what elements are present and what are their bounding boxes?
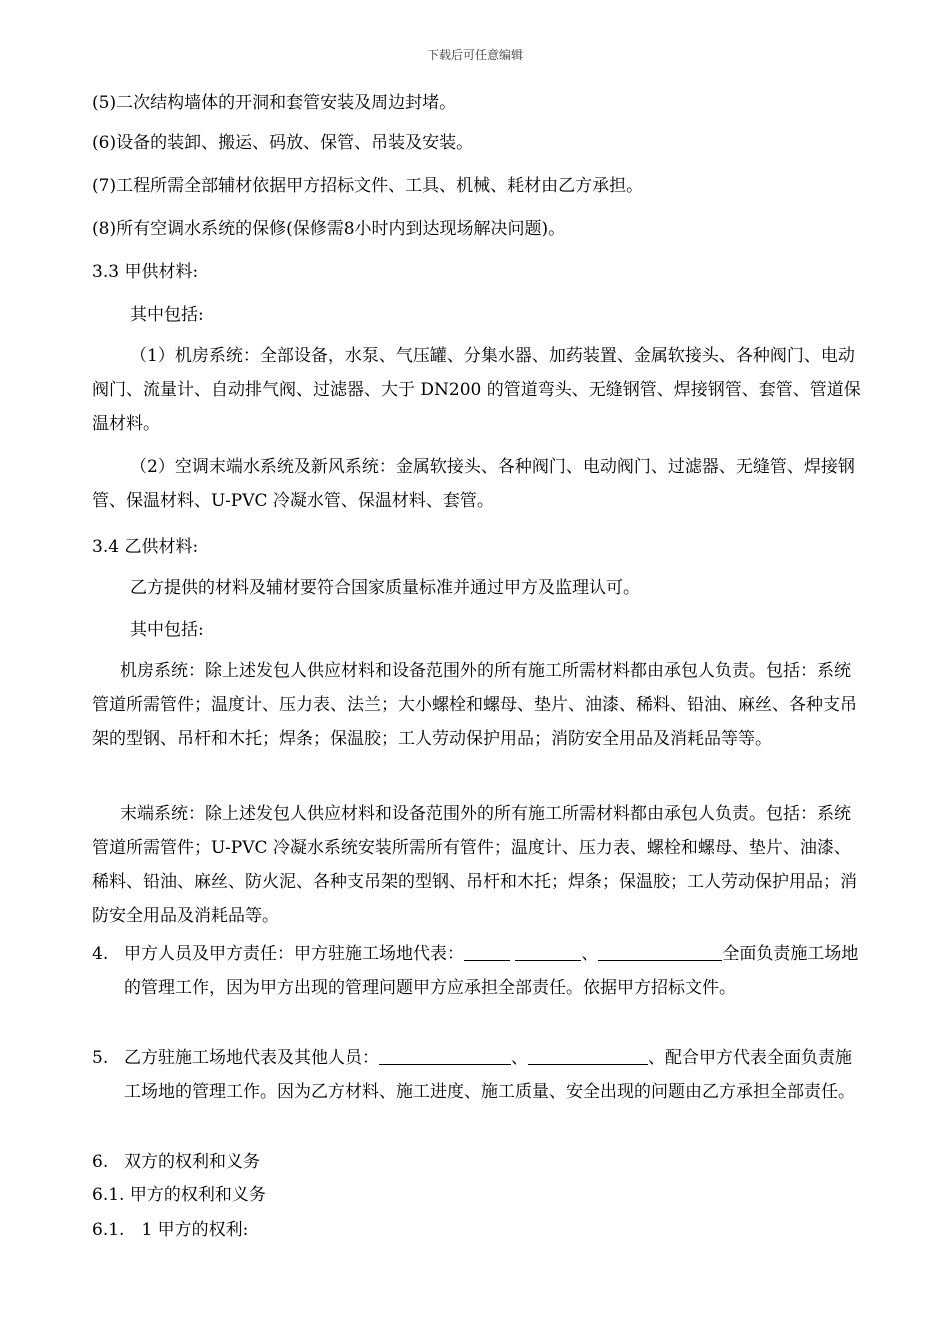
clause-4-text-a: 甲方人员及甲方责任：甲方驻施工场地代表： — [124, 944, 464, 964]
clause-5-separator: 、 — [511, 1048, 528, 1068]
clause-5-number: 5. — [92, 1048, 109, 1068]
blank-line — [379, 1046, 511, 1065]
section-3-3-terminal: （2）空调末端水系统及新风系统：金属软接头、各种阀门、电动阀门、过滤器、无缝管、焊接钢管、保温材料、U-PVC 冷凝水管、保温材料、套管。 — [92, 457, 855, 511]
blank-line — [598, 942, 722, 961]
item-5: (5)二次结构墙体的开洞和套管安装及周边封堵。 — [92, 93, 457, 113]
clause-5-text-b: 、配合甲方代表全面负责施工场地的管理工作。因为乙方材料、施工进度、施工质量、安全出现的问题由乙方承担全部责任。 — [124, 1048, 855, 1102]
clause-6 — [92, 1145, 862, 1179]
section-3-4-include: 其中包括: — [130, 620, 204, 640]
clause-4 — [92, 937, 862, 1005]
clause-4-number: 4. — [92, 944, 109, 964]
blank-line — [515, 942, 581, 961]
section-3-4-note: 乙方提供的材料及辅材要符合国家质量标准并通过甲方及监理认可。 — [130, 578, 640, 598]
clause-6-1: 6.1. 甲方的权利和义务 — [92, 1185, 266, 1205]
section-3-4-machine-room: 机房系统：除上述发包人供应材料和设备范围外的所有施工所需材料都由承包人负责。包括：系统管道所需管件；温度计、压力表、法兰；大小螺栓和螺母、垫片、油漆、稀料、铅油、麻丝、各种支吊架的型钢、吊杆和木托；焊条；保温胶；工人劳动保护用品；消防安全用品及消耗品等等。 — [92, 661, 857, 749]
clause-5 — [92, 1041, 862, 1109]
blank-line — [528, 1046, 648, 1065]
section-3-3-include: 其中包括: — [130, 305, 204, 325]
item-8: (8)所有空调水系统的保修(保修需8小时内到达现场解决问题)。 — [92, 219, 566, 239]
section-3-3-heading: 3.3 甲供材料: — [92, 262, 199, 282]
clause-6-number: 6. — [92, 1152, 109, 1172]
blank-line — [464, 942, 510, 961]
clause-4-separator: 、 — [581, 944, 599, 964]
item-7: (7)工程所需全部辅材依据甲方招标文件、工具、机械、耗材由乙方承担。 — [92, 176, 644, 196]
section-3-4-terminal: 末端系统：除上述发包人供应材料和设备范围外的所有施工所需材料都由承包人负责。包括：系统管道所需管件；U-PVC 冷凝水系统安装所需所有管件；温度计、压力表、螺栓和螺母、垫片、油漆、稀料、铅油、麻丝、防火泥、各种支吊架的型钢、吊杆和木托；焊条；保温胶；工人劳动保护用品；消防安全用品及消耗品等。 — [92, 804, 857, 926]
item-6: (6)设备的装卸、搬运、码放、保管、吊装及安装。 — [92, 133, 474, 153]
clause-4-text-b: 全面负责施工场地的管理工作，因为甲方出现的管理问题甲方应承担全部责任。依据甲方招标文件。 — [124, 944, 859, 998]
clause-6-1-1: 6.1. 1 甲方的权利: — [92, 1220, 249, 1240]
clause-5-text-a: 乙方驻施工场地代表及其他人员： — [124, 1048, 379, 1068]
section-3-3-machine-room: （1）机房系统：全部设备，水泵、气压罐、分集水器、加药装置、金属软接头、各种阀门、电动阀门、流量计、自动排气阀、过滤器、大于 DN200 的管道弯头、无缝钢管、焊接钢管、套管、管道保温材料。 — [92, 346, 861, 434]
section-3-4-heading: 3.4 乙供材料: — [92, 537, 199, 557]
clause-6-text: 双方的权利和义务 — [124, 1152, 260, 1172]
page-header: 下载后可任意编辑 — [426, 48, 523, 62]
